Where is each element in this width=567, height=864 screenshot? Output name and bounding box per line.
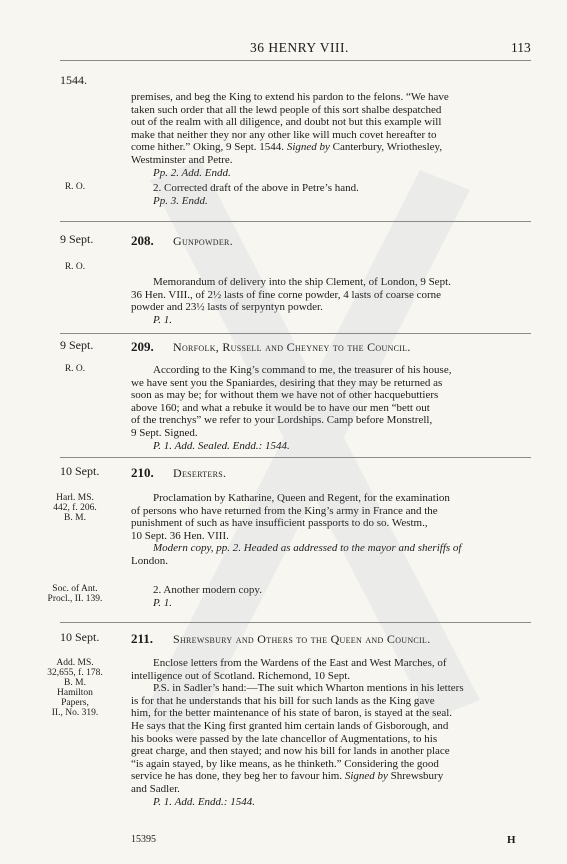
pp-line: P. 1. Add. Endd.: 1544. <box>153 795 255 808</box>
text-line: taken such order that all the lewd people of this sort shalbe despatched <box>131 103 442 116</box>
text-line: Proclamation by Katharine, Queen and Regent, for the examination <box>153 492 450 504</box>
entry-date: 9 Sept. <box>60 232 94 246</box>
text-line: 2. Corrected draft of the above in Petre’s hand. <box>153 182 359 194</box>
entry-date: 10 Sept. <box>60 464 100 478</box>
text-line: punishment of such as have insufficient passports to do so. Westm., <box>131 517 428 530</box>
signature-mark: H <box>507 834 516 846</box>
text-line: come hither.” Oking, 9 Sept. 1544. Signed by Canterbury, Wriothesley, <box>131 141 443 154</box>
pp-line: P. 1. <box>153 313 173 326</box>
printer-code: 15395 <box>131 834 156 845</box>
text-line: Memorandum of delivery into the ship Clement, of London, 9 Sept. <box>153 276 451 288</box>
year-label: 1544. <box>60 73 87 87</box>
pp-line: P. 1. Add. Sealed. Endd.: 1544. <box>153 439 290 452</box>
text-line: out of the realm with all diligence, and doubt not but this example will <box>131 116 442 129</box>
text-line: 10 Sept. 36 Hen. VIII. <box>131 529 229 542</box>
entry-date: 9 Sept. <box>60 338 94 352</box>
text-line: above 160; and what a rebuke it would be to have our men “bett out <box>131 401 430 414</box>
entry-title: Norfolk, Russell and Cheyney to the Council. <box>173 340 411 354</box>
entry-date: 10 Sept. <box>60 630 100 644</box>
text-line: premises, and beg the King to extend his pardon to the felons. “We have <box>131 91 449 103</box>
continuation-text <box>131 91 531 179</box>
entry-title: Deserters. <box>173 466 227 480</box>
copy-note <box>131 584 531 609</box>
entry-number: 208. <box>131 233 154 248</box>
source-ref: Add. MS. 32,655, f. 178. B. M. Hamilton Papers, II., No. 319. <box>47 658 103 718</box>
entry-text <box>131 492 531 568</box>
entry-rule <box>60 221 531 222</box>
ps-line: him, for the better maintenance of his state of baron, is stayed at the seal. <box>131 707 453 720</box>
ps-line: is for that he understands that his bill for such lands as the King gave <box>131 694 435 707</box>
entry-number: 209. <box>131 339 154 354</box>
ps-line: P.S. in Sadler’s hand:—The suit which Wharton mentions in his letters <box>153 682 464 695</box>
note-line: Modern copy, pp. 2. Headed as addressed to the mayor and sheriffs of <box>153 542 462 555</box>
ps-line: his books were passed by the late chancellor of Augmentations, to his <box>131 732 438 745</box>
text-line: of the trenchys” we refer to your Lordships. Camp before Monstrell, <box>131 414 433 427</box>
ps-line: He says that the King first granted him certain lands of Gisborough, and <box>131 719 449 732</box>
header-rule <box>60 60 531 61</box>
entry-text <box>131 276 531 326</box>
draft-note <box>131 182 531 207</box>
source-ref: R. O. <box>64 262 86 272</box>
entry-rule <box>60 333 531 334</box>
text-line: of persons who have returned from the King’s army in France and the <box>131 504 438 517</box>
signed-label: Signed by <box>344 770 388 783</box>
ps-line: service he has done, they beg her to favour him. Signed by Shrewsbury <box>131 770 444 783</box>
entry-number: 210. <box>131 465 154 480</box>
text-line: 2. Another modern copy. <box>153 584 262 596</box>
page-number: 113 <box>511 40 531 55</box>
text-line: we have sent you the Spaniardes, desiring that they may be returned as <box>131 376 443 389</box>
text-line: powder and 23½ lasts of serpyntyn powder. <box>131 301 323 314</box>
text-line: soon as may be; for without them we have not of other hacquebuttiers <box>131 389 439 402</box>
source-ref: Soc. of Ant. Procl., II. 139. <box>47 584 103 604</box>
running-title: 36 HENRY VIII. <box>250 40 349 55</box>
text-line: intelligence out of Scotland. Richemond, 10 Sept. <box>131 669 351 682</box>
note-line: London. <box>131 554 168 567</box>
entry-title: Shrewsbury and Others to the Queen and Council. <box>173 632 431 646</box>
ps-line: “is again stayed, by like means, as he thinketh.” Considering the good <box>131 757 439 770</box>
signed-label: Signed by <box>286 141 330 154</box>
entry-text <box>131 657 531 808</box>
entry-text <box>131 364 531 452</box>
pp-line: Pp. 2. Add. Endd. <box>153 166 231 179</box>
entry-rule <box>60 622 531 623</box>
text-line: According to the King’s command to me, the treasurer of his house, <box>153 364 452 376</box>
text-line: Enclose letters from the Wardens of the East and West Marches, of <box>153 657 447 669</box>
text-line: 36 Hen. VIII., of 2½ lasts of fine corne powder, 4 lasts of coarse corne <box>131 288 442 301</box>
pp-line: P. 1. <box>153 596 173 609</box>
text-line: Westminster and Petre. <box>131 153 233 166</box>
source-ref: Harl. MS. 442, f. 206. B. M. <box>53 493 97 523</box>
ps-line: great charge, and then stayed; and now his bill for lands in another place <box>131 745 450 758</box>
entry-number: 211. <box>131 631 154 646</box>
text-line: make that neither they nor any other like will much covet hereafter to <box>131 128 437 141</box>
pp-line: Pp. 3. Endd. <box>153 194 208 207</box>
text-line: 9 Sept. Signed. <box>131 426 198 439</box>
entry-rule <box>60 457 531 458</box>
source-ref: R. O. <box>64 182 86 192</box>
source-ref: R. O. <box>64 364 86 374</box>
ps-line: and Sadler. <box>131 782 180 795</box>
entry-title: Gunpowder. <box>173 234 233 248</box>
